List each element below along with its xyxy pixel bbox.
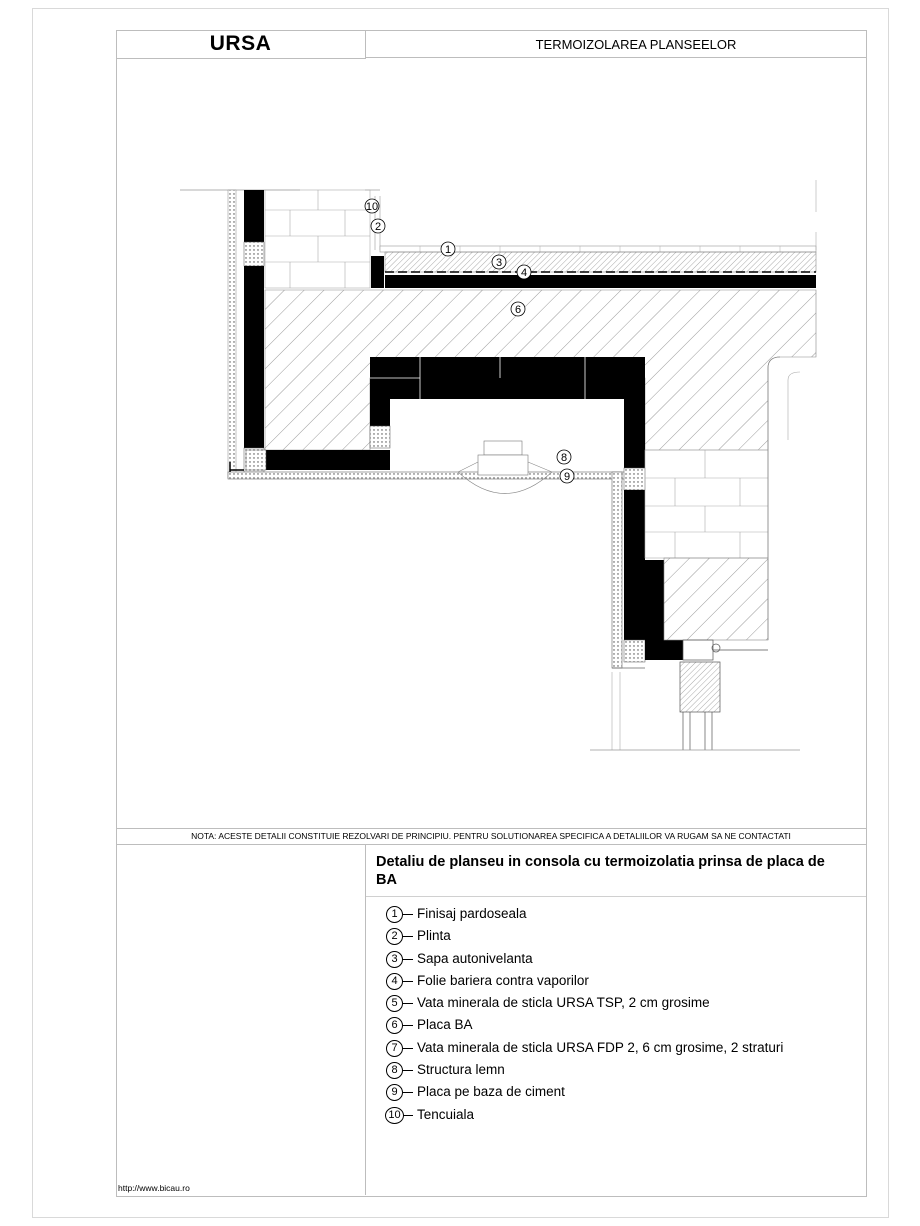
legend-number: 9 <box>386 1084 403 1101</box>
callout-6 <box>511 302 525 316</box>
cement-board-vertical <box>612 472 622 668</box>
legend-label: Placa BA <box>417 1017 473 1033</box>
callout-8 <box>557 450 571 464</box>
legend-item <box>386 1016 856 1038</box>
legend-number: 4 <box>386 973 403 990</box>
disclaimer-note: NOTA: ACESTE DETALII CONSTITUIE REZOLVARI DE PRINCIPIU. PENTRU SOLUTIONAREA SPECIFICA A DETALIILOR VA RUGAM SA NE CONTACTATI <box>116 828 866 845</box>
masonry-wall-lower <box>645 450 768 558</box>
legend-label: Plinta <box>417 928 451 944</box>
legend-label: Vata minerala de sticla URSA FDP 2, 6 cm grosime, 2 straturi <box>417 1039 784 1055</box>
svg-text:9: 9 <box>563 471 571 483</box>
wall-insulation-left <box>244 266 264 448</box>
masonry-wall-upper <box>265 190 370 288</box>
callout-2 <box>371 219 385 233</box>
legend-number: 1 <box>386 906 403 923</box>
legend-number: 7 <box>386 1040 403 1057</box>
legend-item <box>386 1039 856 1061</box>
legend-number: 5 <box>386 995 403 1012</box>
legend <box>386 905 856 1128</box>
callout-9 <box>560 469 574 483</box>
svg-text:6: 6 <box>514 304 522 316</box>
skirting-board <box>371 256 384 288</box>
svg-text:3: 3 <box>495 257 503 269</box>
callout-10 <box>365 199 379 213</box>
svg-text:1: 1 <box>444 244 452 256</box>
wood-structure <box>484 441 522 455</box>
legend-number: 10 <box>385 1107 404 1124</box>
floor-insulation-tsp <box>385 275 816 288</box>
legend-item <box>386 972 856 994</box>
brand-logo: URSA <box>116 30 366 59</box>
lintel <box>664 558 768 640</box>
callout-3 <box>492 255 506 269</box>
legend-item <box>386 905 856 927</box>
plaster-layer-left <box>228 190 236 478</box>
callout-4 <box>517 265 531 279</box>
legend-item <box>386 1106 856 1128</box>
legend-label: Placa pe baza de ciment <box>417 1084 565 1100</box>
legend-label: Tencuiala <box>417 1106 475 1122</box>
legend-item <box>386 927 856 949</box>
svg-text:2: 2 <box>374 221 382 233</box>
sheet-title: TERMOIZOLAREA PLANSEELOR <box>366 30 866 58</box>
legend-number: 2 <box>386 928 403 945</box>
legend-label: Finisaj pardoseala <box>417 906 527 921</box>
legend-label: Vata minerala de sticla URSA TSP, 2 cm grosime <box>417 995 710 1011</box>
legend-number: 6 <box>386 1017 403 1034</box>
legend-label: Folie bariera contra vaporilor <box>417 972 589 988</box>
cantilever-insulation-bottom <box>266 450 390 470</box>
svg-text:8: 8 <box>560 452 568 464</box>
legend-number: 3 <box>386 951 403 968</box>
legend-number: 8 <box>386 1062 403 1079</box>
title-rule <box>366 896 866 897</box>
legend-item <box>386 994 856 1016</box>
svg-text:10: 10 <box>365 201 379 213</box>
callout-1 <box>441 242 455 256</box>
window-frame <box>680 640 768 750</box>
legend-label: Sapa autonivelanta <box>417 950 533 966</box>
svg-text:4: 4 <box>520 267 528 279</box>
legend-item <box>386 1061 856 1083</box>
legend-item <box>386 950 856 972</box>
detail-title: Detaliu de planseu in consola cu termoizolatia prinsa de placa de BA <box>376 854 825 888</box>
legend-item <box>386 1083 856 1105</box>
footer-url: http://www.bicau.ro <box>118 1183 190 1193</box>
legend-label: Structura lemn <box>417 1062 505 1078</box>
wall-insulation-upper <box>244 190 264 242</box>
wall-insulation-lower <box>624 490 645 640</box>
